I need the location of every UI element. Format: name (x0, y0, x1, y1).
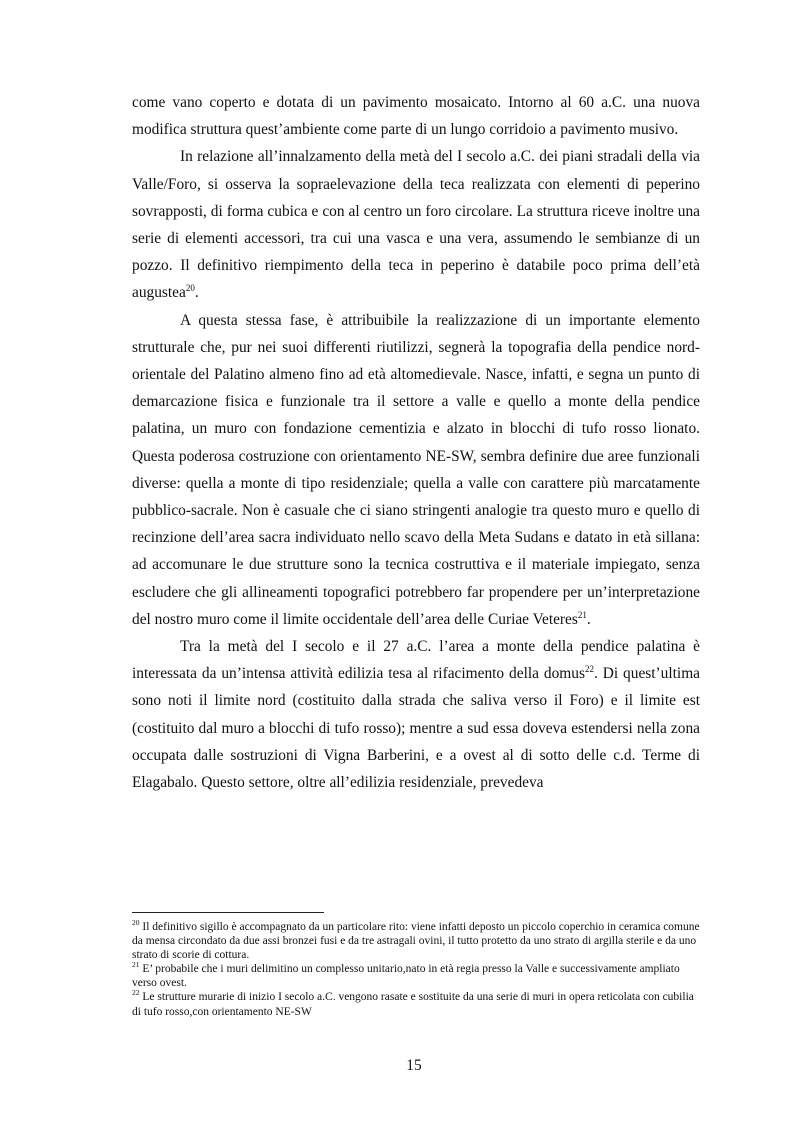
footnotes (132, 920, 702, 1019)
footnote-ref-20[interactable]: 20 (185, 283, 195, 294)
footnote-text: Il definitivo sigillo è accompagnato da un particolare rito: viene infatti deposto un piccolo coperchio in ceramica comune da mensa circondato da due assi bronzei fusi e da tre astragali ovini, il tutto protetto da uno strato di argilla sterile e da uno strato di scorie di cottura. (132, 921, 700, 962)
page-number: 15 (406, 1057, 422, 1074)
footnote-ref-22[interactable]: 22 (584, 664, 594, 675)
footnote-20 (132, 920, 702, 962)
body-text (132, 89, 700, 796)
paragraph-text: come vano coperto e dotata di un pavimento mosaicato. Intorno al 60 a.C. una nuova modifica struttura quest’ambiente come parte di un lungo corridoio a pavimento musivo. (132, 94, 700, 139)
paragraph-2 (132, 143, 700, 306)
footnote-ref-21[interactable]: 21 (577, 609, 587, 620)
footnote-text: E’ probabile che i muri delimitino un complesso unitario,nato in età regia presso la Valle e successivamente ampliato verso ovest. (132, 963, 680, 990)
paragraph-tail: . (586, 610, 591, 628)
footnote-number: 20 (132, 918, 140, 928)
paragraph-text: In relazione all’innalzamento della metà del I secolo a.C. dei piani stradali della via Valle/Foro, si osserva la sopraelevazione della teca realizzata con elementi di peperino sovrapposti, di forma cubica e con al centro un foro circolare. La struttura riceve inoltre una serie di elementi accessori, tra cui una vasca e una vera, assumendo le sembianze di un pozzo. Il definitivo riempimento della teca in peperino è databile poco prima dell’età augustea (132, 148, 700, 302)
paragraph-3 (132, 307, 700, 633)
paragraph-text: A questa stessa fase, è attribuibile la realizzazione di un importante elemento strutturale che, pur nei suoi differenti riutilizzi, segnerà la topografia della pendice nord-orientale del Palatino almeno fino ad età altomedievale. Nasce, infatti, e segna un punto di demarcazione fisica e funzionale tra il settore a valle e quello a monte della pendice palatina, un muro con fondazione cementizia e alzato in blocchi di tufo rosso lionato. Questa poderosa costruzione con orientamento NE-SW, sembra definire due aree funzionali diverse: quella a monte di tipo residenziale; quella a valle con carattere più marcatamente pubblico-sacrale. Non è casuale che ci siano stringenti analogie tra questo muro e quello di recinzione dell’area sacra individuato nello scavo della Meta Sudans e datato in età sillana: ad accomunare le due strutture sono la tecnica costruttiva e il materiale impiegato, senza escludere che gli allineamenti topografici potrebbero far propendere per un’interpretazione del nostro muro come il limite occidentale dell’area delle Curiae Veteres (132, 311, 700, 628)
footnote-21 (132, 962, 702, 990)
footnote-number: 22 (132, 988, 140, 998)
footnote-text: Le strutture murarie di inizio I secolo a.C. vengono rasate e sostituite da una serie di muri in opera reticolata con cubilia di tufo rosso,con orientamento NE-SW (132, 991, 694, 1018)
paragraph-1 (132, 89, 700, 143)
paragraph-tail: . (194, 284, 199, 302)
paragraph-4 (132, 633, 700, 796)
footnote-number: 21 (132, 960, 140, 970)
paragraph-text: Tra la metà del I secolo e il 27 a.C. l’area a monte della pendice palatina è interessata da un’intensa attività edilizia tesa al rifacimento della domus (132, 638, 700, 683)
footnote-separator (132, 912, 324, 913)
footnote-22 (132, 990, 702, 1018)
paragraph-tail: . Di quest’ultima sono noti il limite nord (costituito dalla strada che saliva verso il Foro) e il limite est (costituito dal muro a blocchi di tufo rosso); mentre a sud essa doveva estendersi nella zona occupata dalle sostruzioni di Vigna Barberini, e a ovest al di sotto delle c.d. Terme di Elagabalo. Questo settore, oltre all’edilizia residenziale, prevedeva (132, 665, 700, 792)
